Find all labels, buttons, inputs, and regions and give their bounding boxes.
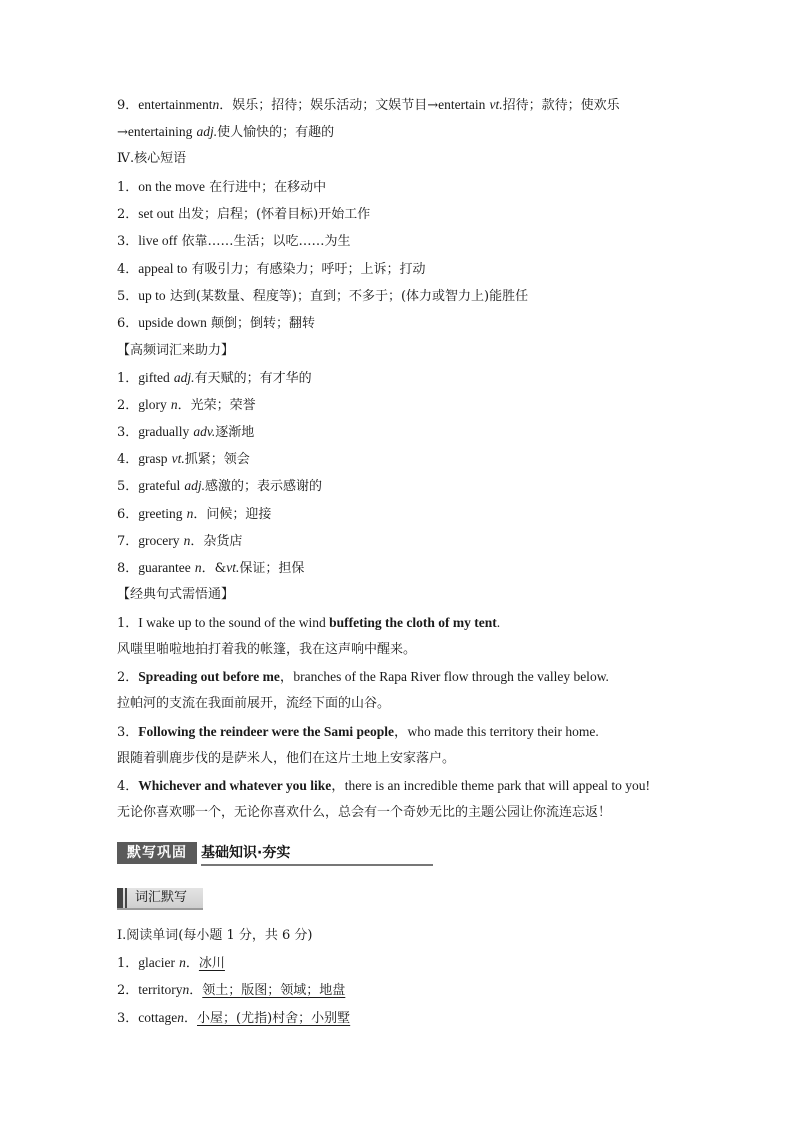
sentence-4-cn: 无论你喜欢哪一个，无论你喜欢什么，总会有一个奇妙无比的主题公园让你流连忘返！ <box>117 805 612 820</box>
answer: 冰川 <box>198 956 225 971</box>
highfreq-item: 6．greeting n．问候；迎接 <box>117 506 272 522</box>
vocab-item-9: 9．entertainmentn．娱乐；招待；娱乐活动；文娱节目→entertain vt.招待；款待；使欢乐 <box>117 97 620 113</box>
phrase-item: 4．appeal to 有吸引力；有感染力；呼吁；上诉；打动 <box>117 261 426 277</box>
phrase-item: 5．up to 达到(某数量、程度等)；直到；不多于；(体力或智力上)能胜任 <box>117 288 529 304</box>
dictation-item: 2．territoryn．领土；版图；领域；地盘 <box>117 982 346 998</box>
sentence-3-cn: 跟随着驯鹿步伐的是萨米人，他们在这片土地上安家落户。 <box>117 751 456 766</box>
highfreq-item: 8．guarantee n．&vt.保证；担保 <box>117 560 305 576</box>
sentence-2-en: 2．Spreading out before me，branches of the Rapa River flow through the valley below. <box>117 669 609 685</box>
highfreq-item: 2．glory n．光荣；荣誉 <box>117 397 256 413</box>
sentence-2-cn: 拉帕河的支流在我面前展开，流经下面的山谷。 <box>117 696 391 711</box>
section-banner <box>117 842 433 866</box>
tag-marker-icon <box>117 888 123 908</box>
phrase-item: 1．on the move 在行进中；在移动中 <box>117 179 327 195</box>
phrase-item: 2．set out 出发；启程；(怀着目标)开始工作 <box>117 206 371 222</box>
highfreq-item: 3．gradually adv.逐渐地 <box>117 424 255 440</box>
dictation-item: 3．cottagen．小屋；(尤指)村舍；小别墅 <box>117 1010 351 1026</box>
sentence-3-en: 3．Following the reindeer were the Sami people，who made this territory their home. <box>117 724 599 740</box>
vocab-item-9-continued: →entertaining adj.使人愉快的；有趣的 <box>117 124 335 140</box>
phrases-heading: Ⅳ.核心短语 <box>117 151 187 166</box>
highfreq-item: 4．grasp vt.抓紧；领会 <box>117 451 250 467</box>
phrase-item: 3．live off 依靠……生活；以吃……为生 <box>117 233 351 249</box>
banner-underline <box>201 864 433 866</box>
highfreq-item: 7．grocery n．杂货店 <box>117 533 243 549</box>
subsection-tag <box>117 888 203 910</box>
banner-title: 基础知识·夯实 <box>201 845 291 861</box>
tag-label: 词汇默写 <box>135 890 188 905</box>
highfreq-item: 1．gifted adj.有天赋的；有才华的 <box>117 370 312 386</box>
highfreq-item: 5．grateful adj.感激的；表示感谢的 <box>117 478 323 494</box>
sentence-1-en: 1．I wake up to the sound of the wind buffeting the cloth of my tent. <box>117 615 501 631</box>
phrase-item: 6．upside down 颠倒；倒转；翻转 <box>117 315 316 331</box>
sentences-heading: 【经典句式需悟通】 <box>117 587 235 602</box>
tag-marker-thin-icon <box>125 888 127 908</box>
sentence-1-cn: 风嗤里啪啦地拍打着我的帐篷，我在这声响中醒来。 <box>117 642 417 657</box>
banner-label: 默写巩固 <box>117 842 197 864</box>
answer: 领土；版图；领域；地盘 <box>202 983 346 998</box>
highfreq-heading: 【高频词汇来助力】 <box>117 343 235 358</box>
answer: 小屋；(尤指)村舍；小别墅 <box>197 1011 351 1026</box>
sentence-4-en: 4．Whichever and whatever you like，there is an incredible theme park that will appeal to you! <box>117 778 650 794</box>
dictation-heading: Ⅰ.阅读单词(每小题 1 分，共 6 分) <box>117 928 313 943</box>
dictation-item: 1．glacier n．冰川 <box>117 955 225 971</box>
